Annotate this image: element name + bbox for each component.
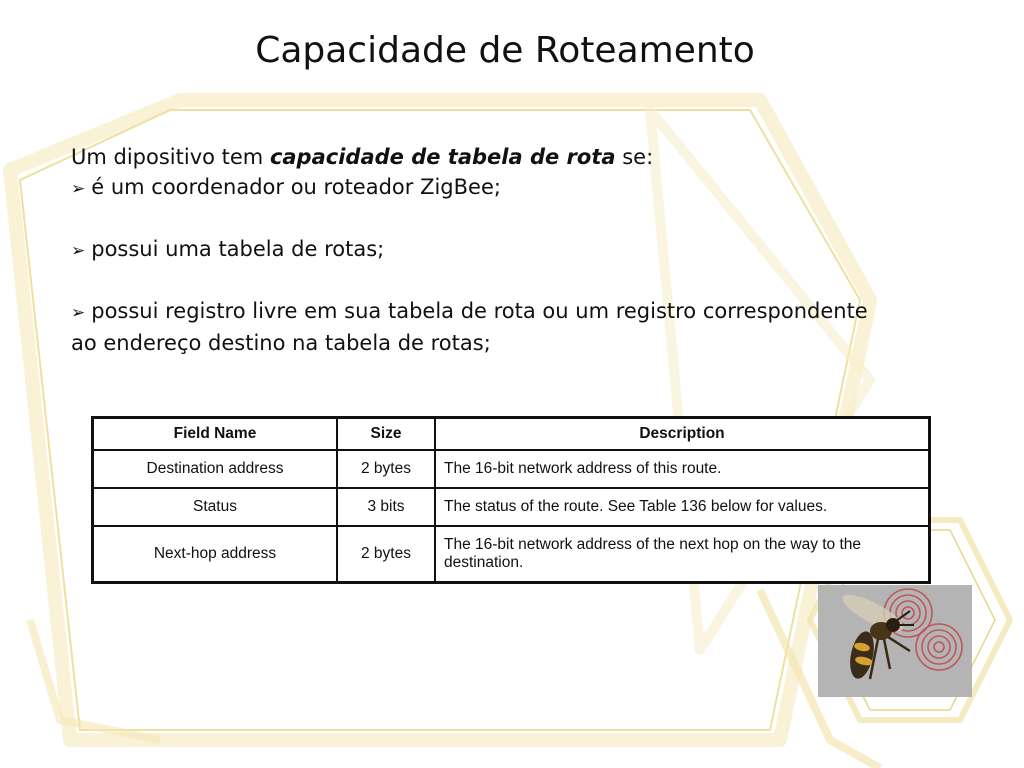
bullet-item (71, 172, 891, 204)
slide-body (71, 142, 891, 358)
header-field-name: Field Name (93, 418, 338, 451)
cell-description: The 16-bit network address of the next hop on the way to the destination. (435, 526, 930, 583)
bullet-text: é um coordenador ou roteador ZigBee; (91, 175, 501, 199)
cell-description: The status of the route. See Table 136 below for values. (435, 488, 930, 526)
intro-text: Um dipositivo tem (71, 145, 270, 169)
intro-emphasis: capacidade de tabela de rota (269, 145, 616, 169)
intro-line (71, 142, 891, 172)
arrowhead-bullet-icon: ➢ (71, 179, 86, 199)
cell-field-name: Status (93, 488, 338, 526)
table-row (93, 526, 930, 583)
arrowhead-bullet-icon: ➢ (71, 303, 86, 323)
header-size: Size (337, 418, 435, 451)
wasp-signal-icon (818, 585, 972, 697)
table-header-row (93, 418, 930, 451)
cell-size: 2 bytes (337, 450, 435, 488)
bullet-item (71, 234, 891, 266)
cell-field-name: Next-hop address (93, 526, 338, 583)
table-row (93, 488, 930, 526)
routing-table-fields (91, 416, 931, 584)
bullet-text: possui uma tabela de rotas; (91, 237, 385, 261)
cell-size: 2 bytes (337, 526, 435, 583)
table-row (93, 450, 930, 488)
cell-size: 3 bits (337, 488, 435, 526)
arrowhead-bullet-icon: ➢ (71, 241, 86, 261)
bullet-text: possui registro livre em sua tabela de rota ou um registro correspondente ao endereço destino na tabela de rotas; (71, 299, 868, 355)
cell-field-name: Destination address (93, 450, 338, 488)
intro-tail: se: (615, 145, 654, 169)
cell-description: The 16-bit network address of this route. (435, 450, 930, 488)
header-description: Description (435, 418, 930, 451)
page-title: Capacidade de Roteamento (255, 30, 755, 71)
bullet-item (71, 296, 891, 358)
